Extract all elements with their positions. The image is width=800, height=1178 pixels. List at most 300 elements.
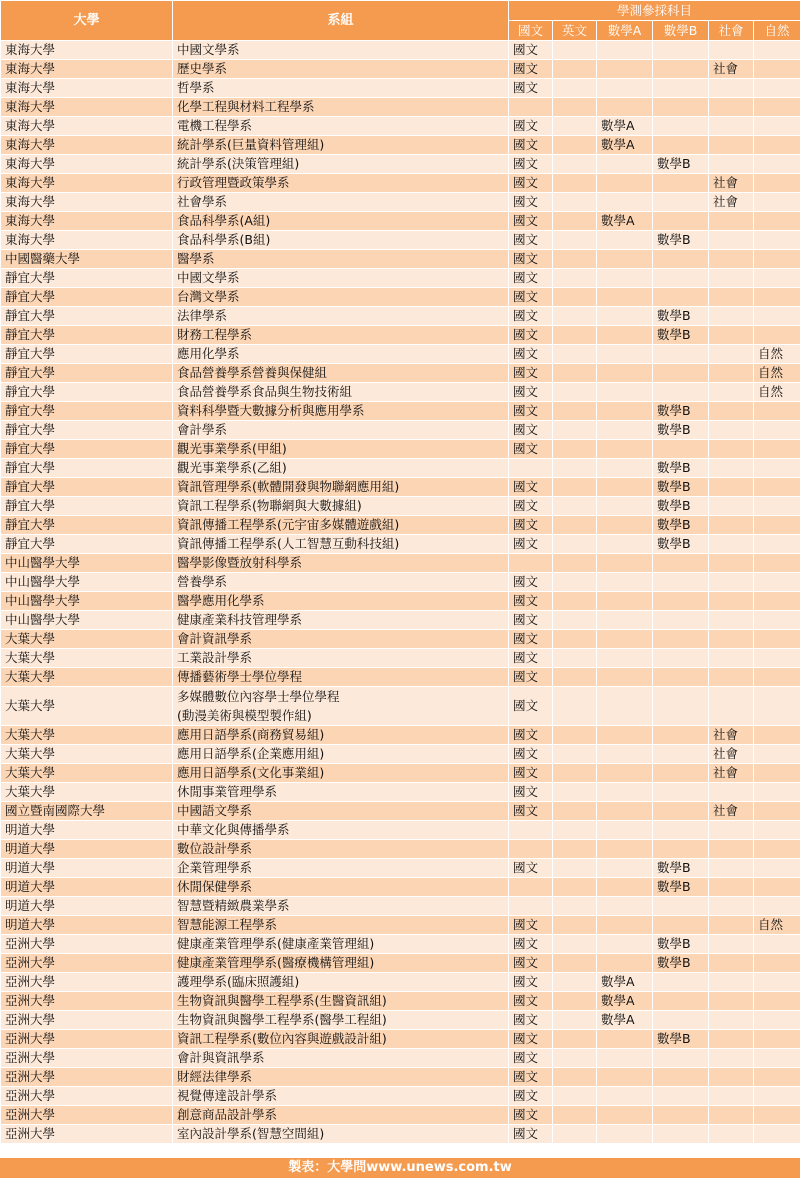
cell-subject-english	[553, 611, 597, 630]
cell-department: 社會學系	[173, 193, 509, 212]
table-row	[1, 98, 800, 117]
cell-subject-social: 社會	[709, 193, 754, 212]
cell-subject-math-a	[597, 478, 653, 497]
cell-subject-math-b	[653, 193, 709, 212]
cell-subject-social	[709, 136, 754, 155]
cell-university: 中山醫學大學	[1, 611, 173, 630]
cell-subject-chinese: 國文	[509, 726, 553, 745]
cell-university: 中山醫學大學	[1, 554, 173, 573]
cell-subject-math-a	[597, 859, 653, 878]
cell-department: 資訊傳播工程學系(元宇宙多媒體遊戲組)	[173, 516, 509, 535]
cell-subject-math-a	[597, 878, 653, 897]
cell-subject-social	[709, 478, 754, 497]
cell-department: 休閒事業管理學系	[173, 783, 509, 802]
table-row	[1, 345, 800, 364]
table-row	[1, 554, 800, 573]
table-row	[1, 326, 800, 345]
cell-university: 東海大學	[1, 231, 173, 250]
cell-subject-science	[754, 935, 800, 954]
table-row	[1, 535, 800, 554]
cell-subject-social	[709, 497, 754, 516]
cell-subject-science	[754, 992, 800, 1011]
cell-subject-chinese: 國文	[509, 630, 553, 649]
cell-subject-science	[754, 98, 800, 117]
cell-university: 東海大學	[1, 41, 173, 60]
cell-subject-math-b	[653, 117, 709, 136]
cell-department: 資訊工程學系(物聯網與大數據組)	[173, 497, 509, 516]
cell-subject-chinese: 國文	[509, 573, 553, 592]
cell-subject-social	[709, 1068, 754, 1087]
cell-subject-science	[754, 592, 800, 611]
table-row	[1, 687, 800, 726]
cell-subject-english	[553, 60, 597, 79]
cell-subject-social	[709, 535, 754, 554]
table-row	[1, 1106, 800, 1125]
cell-subject-chinese	[509, 821, 553, 840]
cell-subject-english	[553, 745, 597, 764]
cell-subject-social	[709, 1087, 754, 1106]
cell-subject-math-b: 數學B	[653, 231, 709, 250]
cell-department: 傳播藝術學士學位學程	[173, 668, 509, 687]
table-row	[1, 60, 800, 79]
header-subject-chinese: 國文	[509, 21, 553, 41]
cell-subject-math-b	[653, 840, 709, 859]
cell-department: 應用化學系	[173, 345, 509, 364]
cell-subject-math-a	[597, 269, 653, 288]
cell-subject-math-a	[597, 288, 653, 307]
cell-subject-chinese: 國文	[509, 1125, 553, 1144]
cell-subject-english	[553, 288, 597, 307]
cell-subject-science: 自然	[754, 383, 800, 402]
cell-subject-chinese: 國文	[509, 973, 553, 992]
cell-subject-chinese	[509, 897, 553, 916]
cell-subject-social	[709, 79, 754, 98]
cell-subject-english	[553, 840, 597, 859]
table-header	[1, 1, 800, 41]
cell-subject-math-b: 數學B	[653, 326, 709, 345]
cell-subject-chinese: 國文	[509, 992, 553, 1011]
cell-subject-social	[709, 383, 754, 402]
cell-university: 亞洲大學	[1, 1068, 173, 1087]
cell-subject-math-b: 數學B	[653, 859, 709, 878]
cell-subject-math-b	[653, 649, 709, 668]
cell-department: 醫學系	[173, 250, 509, 269]
cell-subject-english	[553, 573, 597, 592]
cell-subject-chinese: 國文	[509, 383, 553, 402]
cell-university: 大葉大學	[1, 649, 173, 668]
table-row	[1, 1068, 800, 1087]
cell-department: 哲學系	[173, 79, 509, 98]
cell-subject-chinese: 國文	[509, 1068, 553, 1087]
cell-subject-social	[709, 459, 754, 478]
cell-department: 應用日語學系(企業應用組)	[173, 745, 509, 764]
cell-subject-science	[754, 1049, 800, 1068]
cell-department: 中國文學系	[173, 41, 509, 60]
cell-subject-science	[754, 79, 800, 98]
cell-university: 亞洲大學	[1, 973, 173, 992]
cell-subject-math-b	[653, 1106, 709, 1125]
cell-department: 食品科學系(A組)	[173, 212, 509, 231]
cell-department: 會計資訊學系	[173, 630, 509, 649]
cell-subject-math-a	[597, 155, 653, 174]
cell-university: 靜宜大學	[1, 307, 173, 326]
table-row	[1, 745, 800, 764]
cell-subject-math-b	[653, 60, 709, 79]
cell-subject-math-a	[597, 821, 653, 840]
cell-university: 亞洲大學	[1, 1049, 173, 1068]
header-subject-math-b: 數學B	[653, 21, 709, 41]
cell-subject-math-a	[597, 516, 653, 535]
cell-subject-math-b	[653, 897, 709, 916]
cell-department: 會計學系	[173, 421, 509, 440]
cell-subject-math-b: 數學B	[653, 954, 709, 973]
cell-subject-math-b	[653, 1011, 709, 1030]
cell-subject-math-a	[597, 79, 653, 98]
cell-department: 應用日語學系(商務貿易組)	[173, 726, 509, 745]
cell-subject-english	[553, 98, 597, 117]
cell-subject-math-a	[597, 383, 653, 402]
cell-subject-science: 自然	[754, 916, 800, 935]
cell-subject-math-b	[653, 554, 709, 573]
cell-subject-english	[553, 516, 597, 535]
cell-university: 靜宜大學	[1, 440, 173, 459]
cell-subject-math-b	[653, 1125, 709, 1144]
cell-subject-science	[754, 840, 800, 859]
table-row	[1, 155, 800, 174]
cell-university: 明道大學	[1, 916, 173, 935]
cell-subject-english	[553, 117, 597, 136]
cell-subject-chinese: 國文	[509, 288, 553, 307]
cell-subject-math-b	[653, 383, 709, 402]
cell-subject-math-a	[597, 611, 653, 630]
cell-subject-chinese: 國文	[509, 687, 553, 726]
cell-department: 法律學系	[173, 307, 509, 326]
cell-department: 企業管理學系	[173, 859, 509, 878]
cell-subject-math-a	[597, 345, 653, 364]
cell-subject-english	[553, 212, 597, 231]
cell-subject-math-b	[653, 1087, 709, 1106]
cell-subject-social	[709, 155, 754, 174]
cell-department-line: (動漫美術與模型製作組)	[177, 708, 312, 723]
cell-subject-social	[709, 307, 754, 326]
cell-subject-english	[553, 402, 597, 421]
table-row	[1, 897, 800, 916]
cell-subject-math-b: 數學B	[653, 478, 709, 497]
cell-university: 亞洲大學	[1, 935, 173, 954]
cell-subject-social	[709, 421, 754, 440]
cell-university: 亞洲大學	[1, 954, 173, 973]
cell-department: 資訊管理學系(軟體開發與物聯網應用組)	[173, 478, 509, 497]
cell-department: 財經法律學系	[173, 1068, 509, 1087]
cell-subject-math-a	[597, 649, 653, 668]
table-row	[1, 79, 800, 98]
cell-subject-science	[754, 136, 800, 155]
cell-department: 醫學影像暨放射科學系	[173, 554, 509, 573]
cell-department: 資訊傳播工程學系(人工智慧互動科技組)	[173, 535, 509, 554]
cell-department: 食品科學系(B組)	[173, 231, 509, 250]
cell-subject-science	[754, 307, 800, 326]
cell-subject-science	[754, 764, 800, 783]
cell-department: 台灣文學系	[173, 288, 509, 307]
cell-subject-math-a	[597, 916, 653, 935]
cell-subject-science	[754, 954, 800, 973]
cell-subject-math-a	[597, 802, 653, 821]
cell-subject-chinese	[509, 878, 553, 897]
cell-subject-math-a	[597, 1106, 653, 1125]
cell-subject-english	[553, 41, 597, 60]
cell-subject-math-a	[597, 935, 653, 954]
cell-subject-math-b	[653, 269, 709, 288]
cell-subject-social	[709, 1030, 754, 1049]
cell-subject-math-a	[597, 687, 653, 726]
cell-university: 亞洲大學	[1, 1011, 173, 1030]
cell-university: 靜宜大學	[1, 516, 173, 535]
cell-department: 中國文學系	[173, 269, 509, 288]
cell-subject-science	[754, 497, 800, 516]
cell-subject-social	[709, 41, 754, 60]
cell-department: 健康產業科技管理學系	[173, 611, 509, 630]
cell-subject-social	[709, 954, 754, 973]
cell-subject-science: 自然	[754, 345, 800, 364]
cell-subject-science	[754, 117, 800, 136]
cell-subject-math-a	[597, 440, 653, 459]
cell-subject-science	[754, 535, 800, 554]
cell-subject-math-b	[653, 783, 709, 802]
cell-university: 大葉大學	[1, 668, 173, 687]
cell-subject-math-a	[597, 764, 653, 783]
cell-subject-math-b	[653, 1068, 709, 1087]
cell-university: 靜宜大學	[1, 478, 173, 497]
table-row	[1, 174, 800, 193]
cell-department: 電機工程學系	[173, 117, 509, 136]
cell-subject-math-a	[597, 897, 653, 916]
cell-university: 亞洲大學	[1, 1106, 173, 1125]
cell-subject-social	[709, 916, 754, 935]
cell-department: 統計學系(巨量資料管理組)	[173, 136, 509, 155]
cell-subject-math-b	[653, 992, 709, 1011]
cell-subject-english	[553, 821, 597, 840]
header-subject-math-a: 數學A	[597, 21, 653, 41]
cell-subject-english	[553, 250, 597, 269]
cell-subject-science	[754, 421, 800, 440]
cell-subject-science: 自然	[754, 364, 800, 383]
cell-subject-social	[709, 1106, 754, 1125]
cell-subject-science	[754, 250, 800, 269]
cell-subject-chinese: 國文	[509, 954, 553, 973]
table-row	[1, 764, 800, 783]
cell-subject-english	[553, 1106, 597, 1125]
table-row	[1, 611, 800, 630]
cell-subject-chinese: 國文	[509, 859, 553, 878]
cell-subject-math-a	[597, 250, 653, 269]
table-row	[1, 269, 800, 288]
cell-subject-social	[709, 288, 754, 307]
cell-department	[173, 687, 509, 726]
cell-department: 中國語文學系	[173, 802, 509, 821]
cell-subject-social	[709, 592, 754, 611]
cell-university: 東海大學	[1, 174, 173, 193]
cell-subject-chinese: 國文	[509, 478, 553, 497]
table-row	[1, 592, 800, 611]
table-row	[1, 440, 800, 459]
cell-subject-chinese: 國文	[509, 1030, 553, 1049]
cell-subject-chinese: 國文	[509, 155, 553, 174]
table-row	[1, 992, 800, 1011]
cell-subject-english	[553, 421, 597, 440]
cell-subject-english	[553, 193, 597, 212]
cell-subject-science	[754, 783, 800, 802]
table-row	[1, 973, 800, 992]
cell-subject-math-b: 數學B	[653, 878, 709, 897]
cell-department: 化學工程與材料工程學系	[173, 98, 509, 117]
cell-subject-math-a	[597, 364, 653, 383]
cell-subject-math-a	[597, 554, 653, 573]
cell-subject-chinese: 國文	[509, 649, 553, 668]
cell-subject-math-b	[653, 592, 709, 611]
cell-subject-english	[553, 1068, 597, 1087]
cell-subject-science	[754, 878, 800, 897]
cell-university: 東海大學	[1, 193, 173, 212]
cell-department: 資料科學暨大數據分析與應用學系	[173, 402, 509, 421]
cell-subject-chinese: 國文	[509, 307, 553, 326]
table-row	[1, 630, 800, 649]
cell-subject-chinese: 國文	[509, 136, 553, 155]
cell-subject-science	[754, 859, 800, 878]
cell-subject-math-b: 數學B	[653, 155, 709, 174]
cell-subject-chinese	[509, 554, 553, 573]
cell-subject-social	[709, 611, 754, 630]
cell-subject-english	[553, 668, 597, 687]
cell-subject-english	[553, 440, 597, 459]
table-row	[1, 802, 800, 821]
cell-subject-math-a	[597, 231, 653, 250]
table-row	[1, 478, 800, 497]
cell-department: 休閒保健學系	[173, 878, 509, 897]
cell-subject-science	[754, 60, 800, 79]
cell-department: 觀光事業學系(乙組)	[173, 459, 509, 478]
cell-department: 食品營養學系食品與生物技術組	[173, 383, 509, 402]
cell-subject-social	[709, 973, 754, 992]
header-subject-science: 自然	[754, 21, 800, 41]
cell-subject-science	[754, 231, 800, 250]
table-row	[1, 41, 800, 60]
cell-subject-english	[553, 535, 597, 554]
table-row	[1, 573, 800, 592]
cell-subject-social: 社會	[709, 174, 754, 193]
header-subject-english: 英文	[553, 21, 597, 41]
cell-subject-english	[553, 592, 597, 611]
cell-department: 創意商品設計學系	[173, 1106, 509, 1125]
cell-department: 室內設計學系(智慧空間組)	[173, 1125, 509, 1144]
table-row	[1, 364, 800, 383]
cell-subject-science	[754, 649, 800, 668]
cell-subject-math-a	[597, 1068, 653, 1087]
cell-subject-english	[553, 326, 597, 345]
cell-subject-chinese: 國文	[509, 174, 553, 193]
cell-subject-social	[709, 992, 754, 1011]
cell-university: 中國醫藥大學	[1, 250, 173, 269]
cell-university: 中山醫學大學	[1, 573, 173, 592]
cell-university: 靜宜大學	[1, 345, 173, 364]
cell-subject-math-b	[653, 440, 709, 459]
cell-subject-math-b: 數學B	[653, 497, 709, 516]
cell-subject-math-b: 數學B	[653, 402, 709, 421]
cell-subject-science	[754, 478, 800, 497]
cell-subject-science	[754, 668, 800, 687]
cell-subject-social	[709, 1125, 754, 1144]
cell-subject-chinese: 國文	[509, 212, 553, 231]
cell-department: 應用日語學系(文化事業組)	[173, 764, 509, 783]
cell-subject-social	[709, 668, 754, 687]
cell-subject-english	[553, 935, 597, 954]
cell-department: 行政管理暨政策學系	[173, 174, 509, 193]
cell-subject-math-a	[597, 592, 653, 611]
cell-subject-chinese: 國文	[509, 611, 553, 630]
cell-subject-chinese: 國文	[509, 516, 553, 535]
cell-subject-math-a: 數學A	[597, 973, 653, 992]
cell-subject-chinese: 國文	[509, 440, 553, 459]
cell-subject-english	[553, 231, 597, 250]
cell-subject-science	[754, 630, 800, 649]
cell-subject-math-b: 數學B	[653, 307, 709, 326]
cell-subject-english	[553, 554, 597, 573]
cell-department: 視覺傳達設計學系	[173, 1087, 509, 1106]
cell-university: 靜宜大學	[1, 364, 173, 383]
cell-subject-math-b	[653, 136, 709, 155]
cell-university: 靜宜大學	[1, 383, 173, 402]
cell-subject-science	[754, 726, 800, 745]
table-row	[1, 136, 800, 155]
cell-university: 靜宜大學	[1, 288, 173, 307]
cell-university: 中山醫學大學	[1, 592, 173, 611]
cell-university: 大葉大學	[1, 726, 173, 745]
cell-subject-chinese	[509, 459, 553, 478]
cell-subject-chinese: 國文	[509, 60, 553, 79]
cell-subject-social	[709, 897, 754, 916]
cell-department: 護理學系(臨床照護組)	[173, 973, 509, 992]
cell-subject-math-a	[597, 535, 653, 554]
cell-subject-math-a: 數學A	[597, 136, 653, 155]
cell-subject-social	[709, 1011, 754, 1030]
cell-subject-math-a	[597, 726, 653, 745]
table-row	[1, 231, 800, 250]
cell-university: 東海大學	[1, 117, 173, 136]
cell-department: 會計與資訊學系	[173, 1049, 509, 1068]
cell-department: 資訊工程學系(數位內容與遊戲設計組)	[173, 1030, 509, 1049]
cell-subject-math-a	[597, 668, 653, 687]
cell-subject-science	[754, 193, 800, 212]
cell-university: 大葉大學	[1, 687, 173, 726]
cell-department: 生物資訊與醫學工程學系(生醫資訊組)	[173, 992, 509, 1011]
cell-subject-english	[553, 307, 597, 326]
cell-subject-math-a	[597, 1049, 653, 1068]
cell-university: 靜宜大學	[1, 326, 173, 345]
cell-subject-math-a	[597, 193, 653, 212]
table-row	[1, 840, 800, 859]
cell-university: 東海大學	[1, 98, 173, 117]
cell-subject-social: 社會	[709, 726, 754, 745]
cell-department: 歷史學系	[173, 60, 509, 79]
cell-department: 健康產業管理學系(醫療機構管理組)	[173, 954, 509, 973]
cell-subject-english	[553, 383, 597, 402]
cell-university: 國立暨南國際大學	[1, 802, 173, 821]
table-row	[1, 117, 800, 136]
cell-subject-social	[709, 516, 754, 535]
cell-subject-math-a	[597, 307, 653, 326]
cell-subject-social	[709, 859, 754, 878]
cell-subject-math-b	[653, 288, 709, 307]
cell-department: 工業設計學系	[173, 649, 509, 668]
